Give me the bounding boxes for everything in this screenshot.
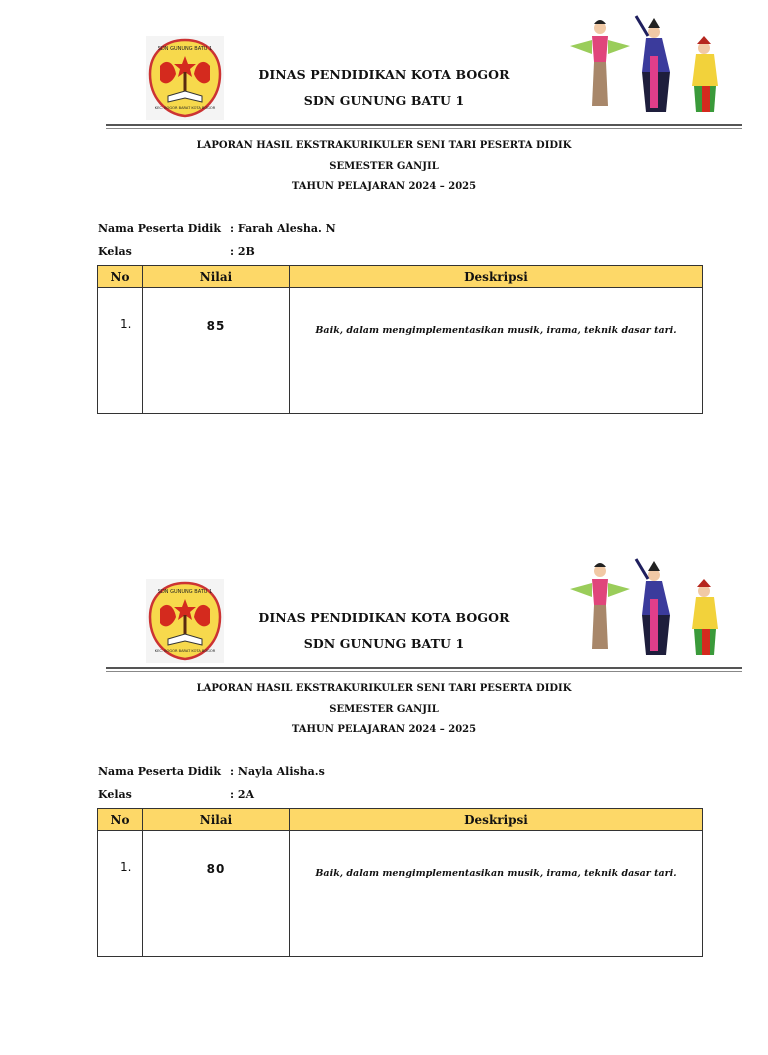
table-row <box>98 288 703 414</box>
header-divider <box>106 667 742 669</box>
header-deskripsi: Deskripsi <box>290 809 703 831</box>
student-name-row <box>98 765 325 778</box>
header-deskripsi: Deskripsi <box>290 266 703 288</box>
student-class-row <box>98 788 254 801</box>
student-class-value: : 2B <box>230 245 255 258</box>
academic-year: TAHUN PELAJARAN 2024 – 2025 <box>291 724 477 735</box>
institution-title: DINAS PENDIDIKAN KOTA BOGOR <box>258 67 510 82</box>
header-no: No <box>98 809 143 831</box>
cell-deskripsi: Baik, dalam mengimplementasikan musik, irama, teknik dasar tari. <box>290 288 703 414</box>
semester-label: SEMESTER GANJIL <box>329 704 439 715</box>
svg-text:KEC. BOGOR BARAT KOTA BOGOR: KEC. BOGOR BARAT KOTA BOGOR <box>154 649 216 653</box>
svg-text:SDN GUNUNG BATU 1: SDN GUNUNG BATU 1 <box>157 46 213 52</box>
school-logo-icon <box>146 579 224 663</box>
table-header-row <box>98 266 703 288</box>
table-header-row <box>98 809 703 831</box>
student-name-value: : Nayla Alisha.s <box>230 765 325 778</box>
student-name-row <box>98 222 336 235</box>
cell-no: 1. <box>98 288 143 414</box>
cell-no: 1. <box>98 831 143 957</box>
school-name: SDN GUNUNG BATU 1 <box>303 636 465 651</box>
student-class-label: Kelas <box>98 245 132 258</box>
report-card <box>0 0 768 512</box>
header-nilai: Nilai <box>143 266 290 288</box>
header-divider <box>106 671 742 672</box>
report-title: LAPORAN HASIL EKSTRAKURIKULER SENI TARI PESERTA DIDIK <box>196 140 572 151</box>
school-name: SDN GUNUNG BATU 1 <box>303 93 465 108</box>
institution-title: DINAS PENDIDIKAN KOTA BOGOR <box>258 610 510 625</box>
student-class-row <box>98 245 255 258</box>
header-nilai: Nilai <box>143 809 290 831</box>
header-divider <box>106 124 742 126</box>
semester-label: SEMESTER GANJIL <box>329 161 439 172</box>
table-row <box>98 831 703 957</box>
student-class-label: Kelas <box>98 788 132 801</box>
cell-nilai: 80 <box>143 831 290 957</box>
dancers-illustration-icon <box>562 553 734 661</box>
academic-year: TAHUN PELAJARAN 2024 – 2025 <box>291 181 477 192</box>
student-name-label: Nama Peserta Didik <box>98 222 221 235</box>
student-name-value: : Farah Alesha. N <box>230 222 336 235</box>
report-title: LAPORAN HASIL EKSTRAKURIKULER SENI TARI PESERTA DIDIK <box>196 683 572 694</box>
svg-text:SDN GUNUNG BATU 1: SDN GUNUNG BATU 1 <box>157 589 213 595</box>
score-table <box>97 808 703 957</box>
dancers-illustration-icon <box>562 10 734 118</box>
header-divider <box>106 128 742 129</box>
svg-text:KEC. BOGOR BARAT KOTA BOGOR: KEC. BOGOR BARAT KOTA BOGOR <box>154 106 216 110</box>
student-class-value: : 2A <box>230 788 255 801</box>
report-card <box>0 543 768 1055</box>
score-table <box>97 265 703 414</box>
cell-nilai: 85 <box>143 288 290 414</box>
student-name-label: Nama Peserta Didik <box>98 765 221 778</box>
cell-deskripsi: Baik, dalam mengimplementasikan musik, irama, teknik dasar tari. <box>290 831 703 957</box>
header-no: No <box>98 266 143 288</box>
school-logo-icon <box>146 36 224 120</box>
